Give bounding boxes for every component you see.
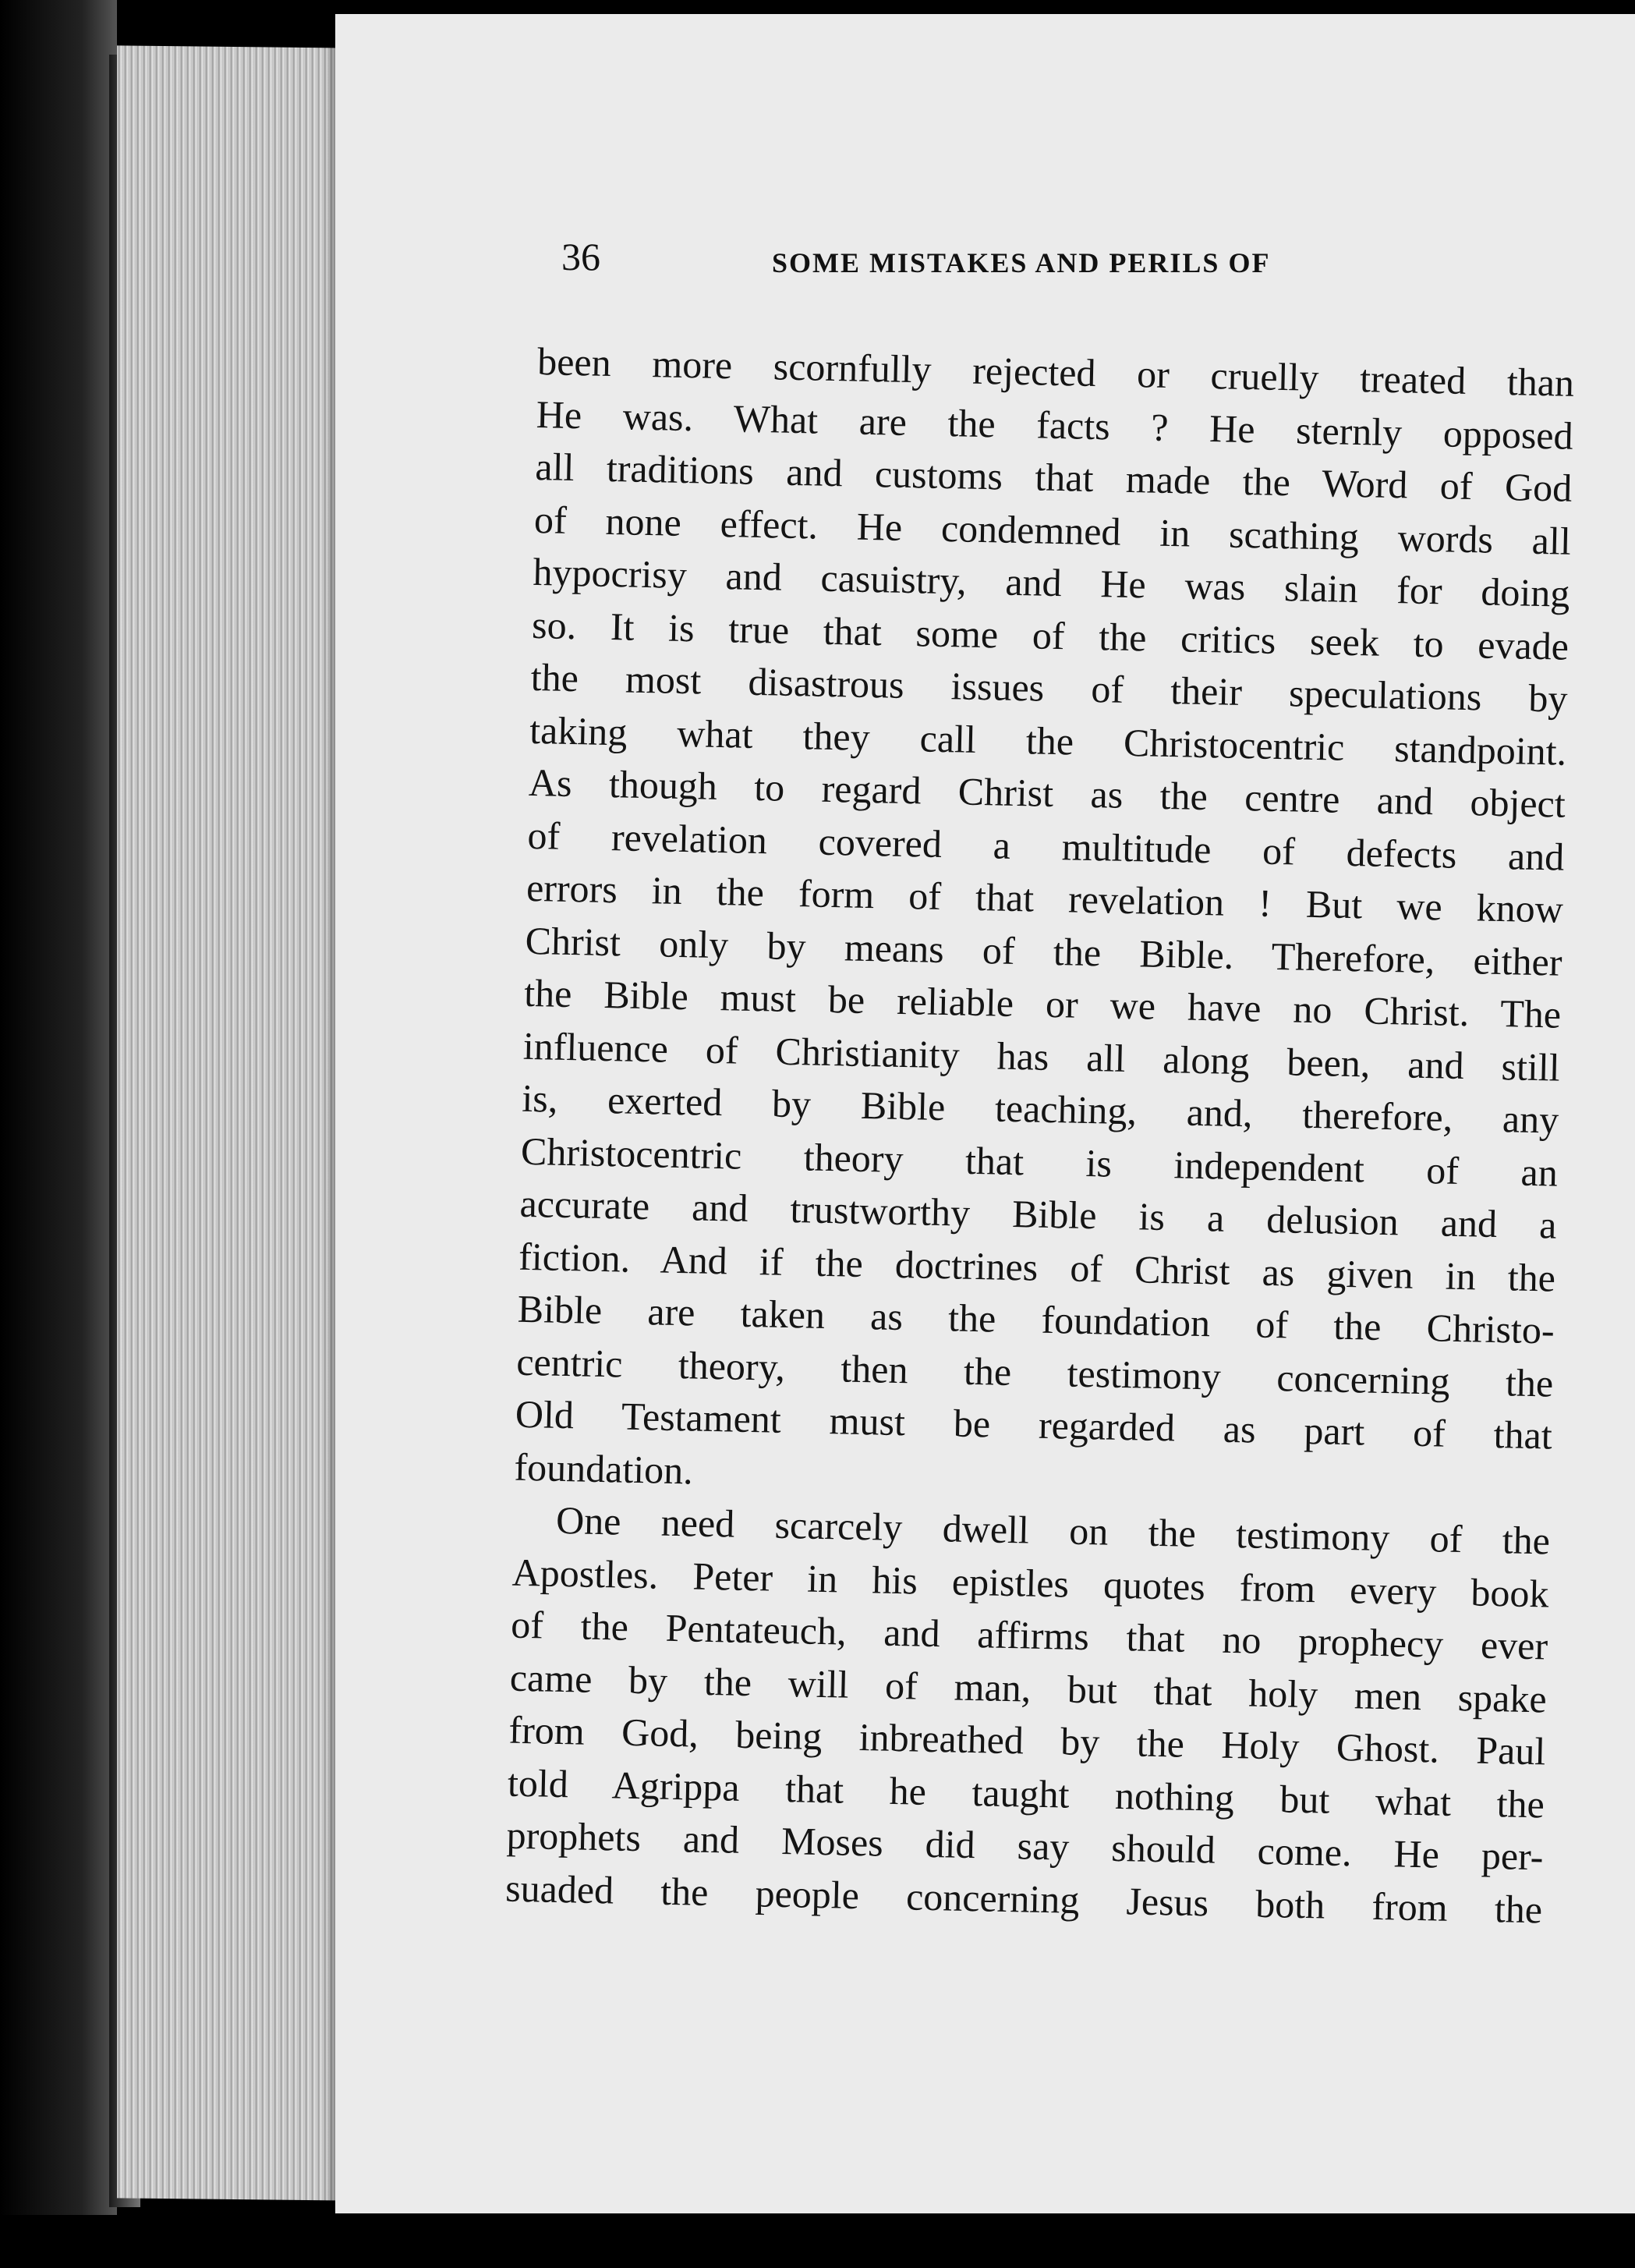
text-line: Christ only by means of the Bible. Therefore, either xyxy=(525,918,1563,984)
text-line: is, exerted by Bible teaching, and, therefore, any xyxy=(521,1076,1559,1142)
text-line: the Bible must be reliable or we have no Christ. The xyxy=(523,970,1562,1037)
text-line: accurate and trustworthy Bible is a delusion and a xyxy=(519,1181,1557,1247)
text-line: told Agrippa that he taught nothing but what the xyxy=(507,1760,1545,1826)
text-line: Apostles. Peter in his epistles quotes from every book xyxy=(511,1550,1550,1615)
text-line: One need scarcely dwell on the testimony of the xyxy=(555,1497,1551,1563)
text-line: prophets and Moses did say should come. He per- xyxy=(506,1813,1545,1879)
text-line: so. It is true that some of the critics seek to evade xyxy=(531,602,1570,668)
text-line: Christocentric theory that is independent of an xyxy=(520,1129,1559,1195)
running-title: SOME MISTAKES AND PERILS OF xyxy=(772,247,1271,278)
text-line: of revelation covered a multitude of defects and xyxy=(527,813,1565,879)
text-line: As though to regard Christ as the centre and object xyxy=(528,760,1566,826)
page-number: 36 xyxy=(561,235,600,278)
paragraph-2 xyxy=(505,1494,1551,1937)
book-page-edges xyxy=(117,45,351,2200)
text-line: foundation. xyxy=(514,1444,694,1492)
text-line: Bible are taken as the foundation of the Christo- xyxy=(517,1286,1555,1352)
body-text xyxy=(505,335,1575,1936)
paragraph-1 xyxy=(514,335,1575,1515)
text-line: came by the will of man, but that holy men spake xyxy=(509,1655,1548,1720)
text-line: hypocrisy and casuistry, and He was slain for doing xyxy=(533,549,1570,615)
text-line: the most disastrous issues of their speculations by xyxy=(530,654,1569,721)
scan-background-left xyxy=(0,0,117,2268)
text-line: Old Testament must be regarded as part of that xyxy=(515,1391,1553,1458)
text-line: of the Pentateuch, and affirms that no prophecy ever xyxy=(510,1602,1548,1668)
text-line: of none effect. He condemned in scathing words all xyxy=(533,497,1572,563)
text-line: centric theory, then the testimony concerning the xyxy=(515,1339,1554,1405)
text-line: taking what they call the Christocentric standpoint. xyxy=(529,707,1567,774)
text-line: fiction. And if the doctrines of Christ as given in the xyxy=(518,1234,1556,1300)
text-line: all traditions and customs that made the Word of God xyxy=(534,444,1573,510)
text-line: suaded the people concerning Jesus both from the xyxy=(504,1866,1543,1931)
text-line: influence of Christianity has all along been, and still xyxy=(522,1023,1561,1090)
page-header xyxy=(561,234,1575,281)
scan-background-bottom xyxy=(0,2215,1635,2268)
text-line: been more scornfully rejected or cruelly treated than xyxy=(536,338,1575,405)
text-line: from God, being inbreathed by the Holy Ghost. Paul xyxy=(508,1707,1546,1774)
text-line: He was. What are the facts ? He sternly opposed xyxy=(536,392,1574,458)
text-line: errors in the form of that revelation ! But we know xyxy=(526,865,1564,931)
